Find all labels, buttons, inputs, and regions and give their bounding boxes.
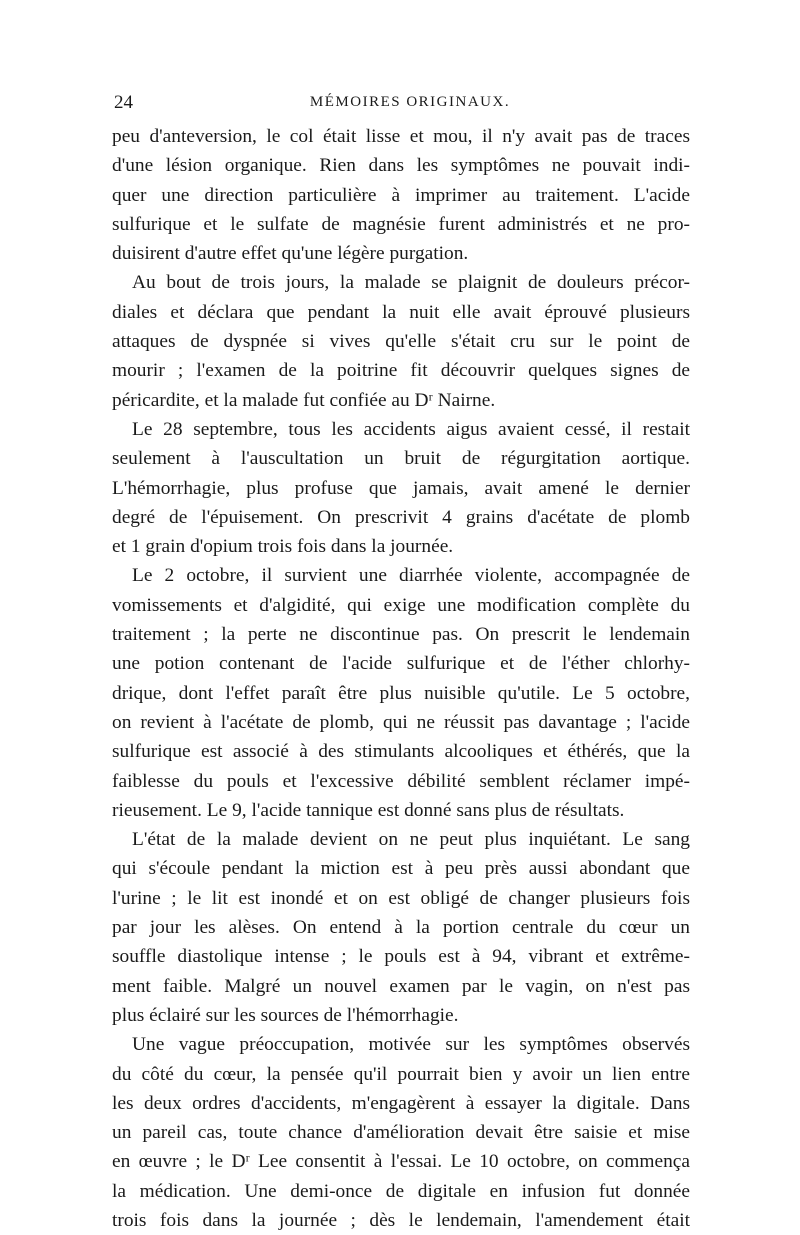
text-line: attaques de dyspnée si vives qu'elle s'était cru sur le point de (112, 331, 690, 353)
text-line: Le 28 septembre, tous les accidents aigus avaient cessé, il restait (132, 418, 690, 440)
text-line: trois fois dans la journée ; dès le lendemain, l'amendement était (112, 1209, 690, 1231)
text-line: diales et déclara que pendant la nuit elle avait éprouvé plusieurs (112, 301, 690, 323)
text-line: un pareil cas, toute chance d'amélioration devait être saisie et mise (112, 1122, 690, 1144)
page-number: 24 (114, 92, 133, 113)
text-line: en œuvre ; le Dʳ Lee consentit à l'essai. Le 10 octobre, on commença (112, 1151, 690, 1173)
text-line: l'urine ; le lit est inondé et on est obligé de changer plusieurs fois (112, 887, 690, 909)
text-line: Une vague préoccupation, motivée sur les symptômes observés (132, 1034, 690, 1056)
text-line: quer une direction particulière à imprimer au traitement. L'acide (112, 184, 690, 206)
text-line: degré de l'épuisement. On prescrivit 4 grains d'acétate de plomb (112, 506, 690, 528)
text-line: la médication. Une demi-once de digitale en infusion fut donnée (112, 1180, 690, 1202)
text-line: rieusement. Le 9, l'acide tannique est donné sans plus de résultats. (112, 799, 625, 821)
text-line: peu d'anteversion, le col était lisse et mou, il n'y avait pas de traces (112, 126, 690, 147)
book-page (112, 92, 690, 1235)
text-line: vomissements et d'algidité, qui exige une modification complète du (112, 594, 690, 616)
text-line: on revient à l'acétate de plomb, qui ne réussit pas davantage ; l'acide (112, 711, 690, 733)
text-line: seulement à l'auscultation un bruit de régurgitation aortique. (112, 448, 690, 470)
text-line: traitement ; la perte ne discontinue pas. On prescrit le lendemain (112, 624, 690, 646)
text-line: du côté du cœur, la pensée qu'il pourrait bien y avoir un lien entre (112, 1063, 690, 1085)
text-line: faiblesse du pouls et l'excessive débilité semblent réclamer impé- (112, 770, 690, 792)
text-line: les deux ordres d'accidents, m'engagèrent à essayer la digitale. Dans (112, 1092, 690, 1114)
body-text (112, 122, 690, 1235)
text-line: Au bout de trois jours, la malade se plaignit de douleurs précor- (132, 272, 690, 294)
text-line: duisirent d'autre effet qu'une légère purgation. (112, 243, 469, 265)
text-line: L'hémorrhagie, plus profuse que jamais, avait amené le dernier (112, 477, 690, 499)
text-line: Le 2 octobre, il survient une diarrhée violente, accompagnée de (132, 565, 690, 587)
text-line: péricardite, et la malade fut confiée au Dʳ Nairne. (112, 389, 496, 411)
text-line: souffle diastolique intense ; le pouls est à 94, vibrant et extrême- (112, 946, 690, 968)
running-title: MÉMOIRES ORIGINAUX. (309, 94, 511, 110)
text-line: L'état de la malade devient on ne peut plus inquiétant. Le sang (132, 829, 690, 851)
text-line: sulfurique est associé à des stimulants alcooliques et éthérés, que la (112, 741, 690, 763)
text-line: sulfurique et le sulfate de magnésie furent administrés et ne pro- (112, 213, 690, 235)
running-head (112, 92, 690, 122)
text-line: par jour les alèses. On entend à la portion centrale du cœur un (112, 917, 690, 939)
text-line: drique, dont l'effet paraît être plus nuisible qu'utile. Le 5 octobre, (112, 682, 690, 704)
text-line: et 1 grain d'opium trois fois dans la journée. (112, 536, 454, 558)
text-line: une potion contenant de l'acide sulfurique et de l'éther chlorhy- (112, 653, 690, 675)
text-line: d'une lésion organique. Rien dans les symptômes ne pouvait indi- (112, 155, 690, 177)
text-line: mourir ; l'examen de la poitrine fit découvrir quelques signes de (112, 360, 690, 382)
text-line: qui s'écoule pendant la miction est à peu près aussi abondant que (112, 858, 690, 880)
text-line: ment faible. Malgré un nouvel examen par le vagin, on n'est pas (112, 975, 690, 997)
text-line: plus éclairé sur les sources de l'hémorrhagie. (112, 1004, 459, 1026)
